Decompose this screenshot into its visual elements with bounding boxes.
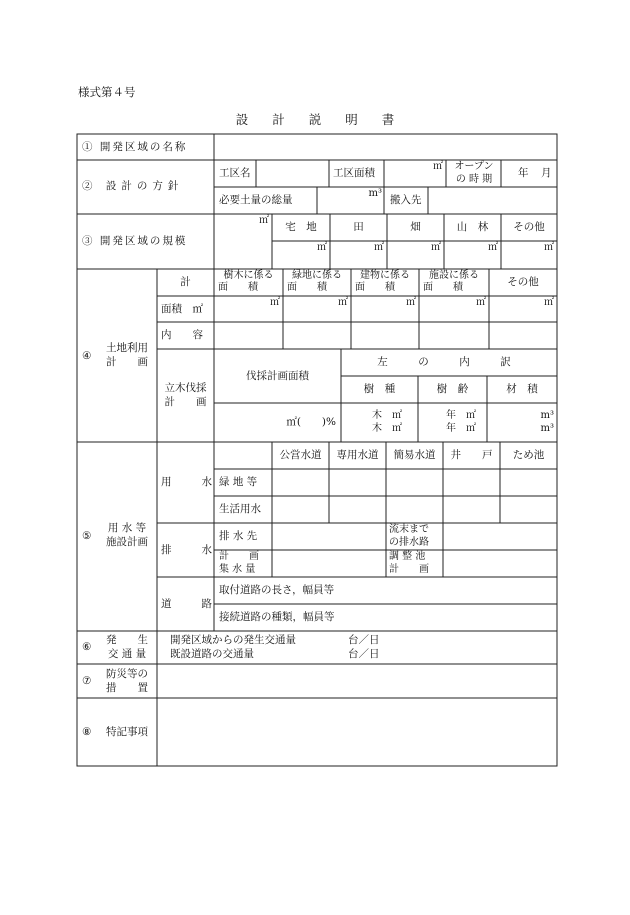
volume-label: 材 積 bbox=[506, 383, 538, 395]
generated-traffic-unit: 台／日 bbox=[348, 634, 380, 646]
field-unit: ㎡ bbox=[431, 242, 441, 253]
tree-area-l2: 面 積 bbox=[218, 282, 258, 293]
green-area-row-label: 緑 地 等 bbox=[219, 476, 258, 488]
water-type-public: 公営水道 bbox=[279, 449, 322, 461]
volume-unit-l1: m³ bbox=[540, 410, 554, 421]
breakdown-label: 左 の 内 訳 bbox=[377, 356, 521, 368]
downstream-label-l2: の排水路 bbox=[389, 537, 429, 548]
area-size-unit: ㎡ bbox=[433, 161, 443, 172]
outfall-label: 排 水 先 bbox=[219, 530, 258, 542]
s3-label: ③ 開発区域の規模 bbox=[82, 235, 188, 247]
area-name-label: 工区名 bbox=[219, 167, 251, 179]
area-size-label: 工区面積 bbox=[333, 167, 375, 179]
form-number: 様式第４号 bbox=[78, 85, 136, 99]
connect-road-label: 接続道路の種類，幅員等 bbox=[219, 611, 335, 623]
catchment-label-l2: 集 水 量 bbox=[219, 564, 256, 575]
tree-area-unit: ㎡ bbox=[270, 297, 280, 308]
s7-number: ⑦ bbox=[82, 675, 92, 687]
soil-total-label: 必要土量の総量 bbox=[219, 194, 293, 206]
area-row-label: 面積 ㎡ bbox=[161, 303, 203, 315]
water-type-private: 専用水道 bbox=[336, 449, 379, 461]
s4-label-l2: 計 画 bbox=[106, 356, 148, 368]
facility-area-unit: ㎡ bbox=[476, 297, 486, 308]
age-unit-l1: 年 ㎡ bbox=[446, 410, 476, 421]
access-road-label: 取付道路の長さ，幅員等 bbox=[219, 584, 335, 596]
land-type-field: 畑 bbox=[410, 221, 421, 233]
opening-label-l1: オープン bbox=[454, 161, 494, 172]
s6-label-l2: 交 通 量 bbox=[107, 648, 147, 660]
drainage-label: 排 水 bbox=[161, 544, 215, 556]
s8-number: ⑧ bbox=[82, 726, 92, 738]
s5-number: ⑤ bbox=[82, 530, 92, 542]
other-area-label: その他 bbox=[507, 276, 539, 288]
existing-traffic-label: 既設道路の交通量 bbox=[170, 648, 254, 660]
species-label: 樹 種 bbox=[363, 383, 396, 395]
building-area-l1: 建物に係る bbox=[360, 270, 410, 281]
species-unit-l1: 木 ㎡ bbox=[372, 410, 402, 421]
content-row-label: 内 容 bbox=[161, 329, 203, 341]
building-area-l2: 面 積 bbox=[355, 282, 395, 293]
s1-label: ① 開発区域の名称 bbox=[82, 141, 188, 153]
other-unit: ㎡ bbox=[544, 242, 554, 253]
land-type-residential: 宅 地 bbox=[285, 221, 317, 233]
felling-label-l1: 立木伐採 bbox=[164, 382, 207, 394]
felling-area-label: 伐採計画面積 bbox=[246, 370, 309, 382]
road-label: 道 路 bbox=[161, 598, 215, 610]
water-type-pond: ため池 bbox=[512, 449, 545, 461]
age-label: 樹 齢 bbox=[436, 383, 469, 395]
opening-month-unit: 月 bbox=[541, 167, 552, 179]
forest-unit: ㎡ bbox=[488, 242, 498, 253]
opening-year-unit: 年 bbox=[518, 167, 529, 179]
s4-label-l1: 土地利用 bbox=[106, 342, 148, 354]
carry-in-label: 搬入先 bbox=[390, 194, 422, 206]
water-use-label: 用 水 bbox=[161, 476, 215, 488]
soil-total-unit: m³ bbox=[368, 188, 382, 199]
s8-label: 特記事項 bbox=[106, 726, 148, 738]
pond-label-l1: 調 整 池 bbox=[389, 551, 426, 562]
downstream-label-l1: 流末まで bbox=[389, 524, 429, 535]
other-area-unit: ㎡ bbox=[544, 297, 554, 308]
s2-label: ② 設計の方針 bbox=[82, 180, 184, 192]
catchment-label-l1: 計 画 bbox=[219, 551, 259, 562]
felling-area-percent: ㎡( )% bbox=[286, 416, 336, 428]
s7-label-l2: 措 置 bbox=[106, 682, 148, 694]
s5-label-l2: 施設計画 bbox=[106, 536, 148, 548]
tree-area-l1: 樹木に係る bbox=[223, 270, 274, 281]
water-type-simple: 簡易水道 bbox=[393, 449, 436, 461]
land-type-paddy: 田 bbox=[353, 221, 364, 233]
domestic-row-label: 生活用水 bbox=[219, 503, 261, 515]
residential-unit: ㎡ bbox=[317, 242, 327, 253]
pond-label-l2: 計 画 bbox=[389, 564, 429, 575]
facility-area-l1: 施設に係る bbox=[429, 270, 479, 281]
s4-number: ④ bbox=[82, 350, 92, 362]
s7-label-l1: 防災等の bbox=[106, 668, 148, 680]
land-type-other: その他 bbox=[513, 221, 545, 233]
document-title: 設計説明書 bbox=[235, 112, 419, 127]
felling-label-l2: 計 画 bbox=[164, 396, 207, 408]
green-area-l1: 緑地に係る bbox=[292, 270, 342, 281]
water-type-well: 井 戸 bbox=[450, 449, 493, 461]
volume-unit-l2: m³ bbox=[540, 423, 554, 434]
paddy-unit: ㎡ bbox=[374, 242, 384, 253]
green-area-unit: ㎡ bbox=[338, 297, 348, 308]
species-unit-l2: 木 ㎡ bbox=[372, 423, 402, 434]
green-area-l2: 面 積 bbox=[287, 282, 327, 293]
age-unit-l2: 年 ㎡ bbox=[446, 423, 476, 434]
s5-label-l1: 用 水 等 bbox=[107, 522, 147, 534]
opening-label-l2: の 時 期 bbox=[455, 174, 493, 185]
generated-traffic-label: 開発区域からの発生交通量 bbox=[170, 634, 296, 646]
total-area-unit: ㎡ bbox=[259, 215, 269, 226]
existing-traffic-unit: 台／日 bbox=[348, 648, 380, 660]
building-area-unit: ㎡ bbox=[406, 297, 416, 308]
total-label: 計 bbox=[180, 276, 191, 288]
land-type-forest: 山 林 bbox=[456, 221, 489, 233]
facility-area-l2: 面 積 bbox=[423, 282, 463, 293]
s6-number: ⑥ bbox=[82, 641, 92, 653]
s6-label-l1: 発 生 bbox=[106, 634, 148, 646]
